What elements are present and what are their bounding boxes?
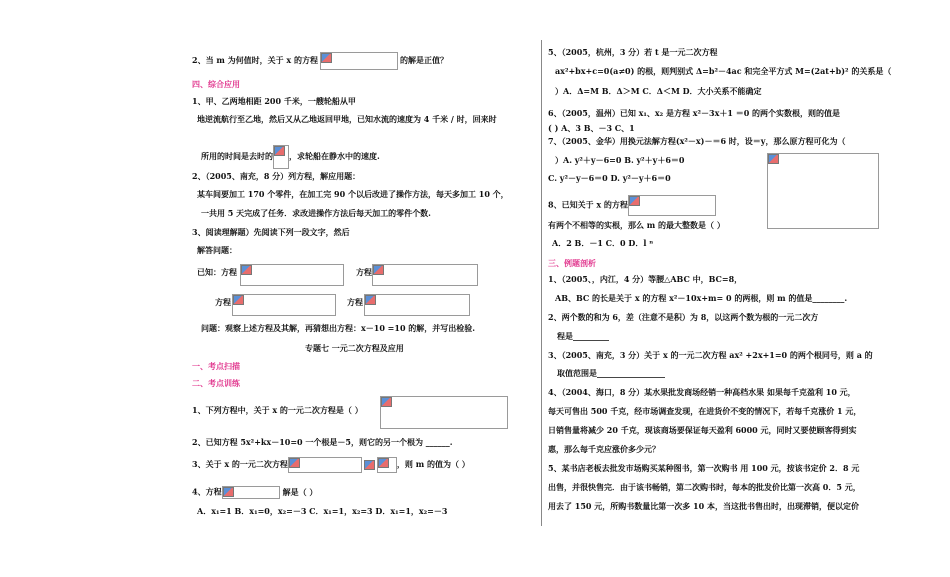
options-image	[380, 396, 508, 429]
problem-text: 解答问题：	[197, 245, 237, 255]
problem-text: 1、下列方程中，关于 x 的一元二次方程是（ ）	[192, 405, 363, 415]
problem-text: 方程	[356, 267, 372, 277]
left-q2-line: 2、当 m 为何值时，关于 x 的方程 的解是正值？	[192, 52, 448, 70]
equation-image	[240, 264, 344, 286]
equation-image	[372, 264, 478, 286]
problem-text: 一共用 5 天完成了任务．求改进操作方法后每天加工的零件个数.	[201, 208, 431, 218]
problem-text: ）A. y²＋y－6=0 B. y²＋y＋6＝0	[555, 155, 685, 165]
problem-text: 8、已知关于 x 的方程	[548, 195, 716, 216]
problem-text: ）A．Δ=M B．Δ＞M C．Δ＜M D．大小关系不能确定	[555, 86, 762, 96]
problem-text: 3、阅读理解题）先阅读下列一段文字，然后	[192, 227, 350, 237]
problem-text: 用去了 150 元，所购书数量比第一次多 10 本，当这批书售出时，出现滞销，便以定价	[548, 501, 859, 511]
problem-text: 方程	[347, 297, 363, 307]
problem-text: 2、（2005、南充，8 分）列方程，解应用题：	[192, 171, 361, 181]
problem-text: 5、（2005，杭州，3 分）若 t 是一元二次方程	[548, 47, 718, 57]
equation-image	[628, 195, 716, 216]
problem-text: 有两个不相等的实根，那么 m 的最大整数是（ ）	[548, 220, 725, 230]
problem-text: 日销售量将减少 20 千克，现该商场要保证每天盈利 6000 元，同时又要使顾客得到实	[548, 425, 857, 435]
figure-image	[767, 153, 879, 229]
problem-text: 每天可售出 500 千克，经市场调查发现，在进货价不变的情况下，若每千克涨价 1 元，	[548, 406, 862, 416]
problem-text: 3、关于 x 的一元二次方程 ，则 m 的值为（ ）	[192, 457, 470, 473]
column-divider	[541, 40, 542, 526]
problem-text: 2、已知方程 5x²+kx－10=0 一个根是－5，则它的另一个根为 ______.	[192, 437, 453, 447]
problem-text: 已知：方程	[197, 267, 237, 277]
equation-image	[320, 52, 398, 70]
problem-text: 方程	[215, 297, 231, 307]
equation-image	[288, 457, 362, 473]
equation-image	[222, 486, 280, 499]
equation-image	[377, 457, 397, 473]
problem-text: 7、（2005、金华）用换元法解方程(x²－x)－＝6 时，设＝y，那么原方程可化为（	[548, 136, 846, 146]
equation-image	[364, 294, 470, 316]
problem-text: 6、（2005，温州）已知 x₁、x₂ 是方程 x²－3x＋1 ＝0 的两个实数根，则的值是	[548, 108, 841, 118]
problem-text: 3、（2005、南充，3 分）关于 x 的一元二次方程 ax² +2x+1=0 的两个根同号，则 a 的	[548, 350, 873, 360]
problem-text: 出售，并很快售完．由于该书畅销，第二次购书时，每本的批发价比第一次高 0．5 元，	[548, 482, 861, 492]
problem-text: 程是_________	[557, 331, 609, 341]
answer-options: A．x₁=1 B．x₁=0，x₂=－3 C．x₁=1，x₂=3 D．x₁=1，x₂=－3	[197, 506, 448, 516]
problem-text: 5、某书店老板去批发市场购买某种图书，第一次购书 用 100 元，按该书定价 2．8 元	[548, 463, 860, 473]
problem-text: 地逆流航行至乙地，然后又从乙地返回甲地，已知水流的速度为 4 千米 / 时，回来时	[197, 114, 497, 124]
section-heading: 二、考点训练	[192, 378, 240, 388]
problem-text: 问题：观察上述方程及其解，再猜想出方程：x－10 =10 的解，并写出检验.	[201, 323, 476, 333]
section-heading: 三、例题剖析	[548, 258, 596, 268]
image-icon	[364, 460, 375, 470]
problem-text: 4、（2004、海口，8 分）某水果批发商场经销一种高档水果 如果每千克盈利 10 元，	[548, 387, 856, 397]
fraction-image	[273, 145, 289, 169]
problem-text: 2、两个数的和为 6，差（注意不是积）为 8，以这两个数为根的一元二次方	[548, 312, 819, 322]
problem-text: 惠，那么每千克应涨价多少元？	[548, 444, 660, 454]
problem-text: 4、方程 解是（ ）	[192, 486, 317, 499]
problem-text: 某车间要加工 170 个零件，在加工完 90 个以后改进了操作方法，每天多加工 10 个，	[197, 189, 509, 199]
answer-options: A．2 B．－1 C．0 D．l ⁿ	[552, 238, 654, 248]
problem-text: ax²+bx+c=0(a≠0) 的根，则判别式 Δ=b²－4ac 和完全平方式 M=(2at+b)² 的关系是（	[555, 66, 892, 76]
problem-text: 取值范围是_________________	[557, 368, 665, 378]
problem-text: 1、（2005、，内江，4 分）等腰△ABC 中，BC=8，	[548, 274, 743, 284]
problem-text: 所用的时间是去时的 ，求轮船在静水中的速度.	[201, 145, 380, 169]
problem-text: ( ) A、3 B、－3 C、1	[548, 123, 635, 133]
equation-image	[232, 294, 336, 316]
topic-title: 专题七 一元二次方程及应用	[305, 343, 404, 353]
section-heading: 四、综合应用	[192, 79, 240, 89]
problem-text: 1、甲、乙两地相距 200 千米，一艘轮船从甲	[192, 96, 356, 106]
section-heading: 一、考点扫描	[192, 361, 240, 371]
problem-text: AB、BC 的长是关于 x 的方程 x²－10x+m= 0 的两根，则 m 的值是________.	[555, 293, 848, 303]
problem-text: C. y²－y－6＝0 D. y²－y＋6＝0	[548, 173, 671, 183]
